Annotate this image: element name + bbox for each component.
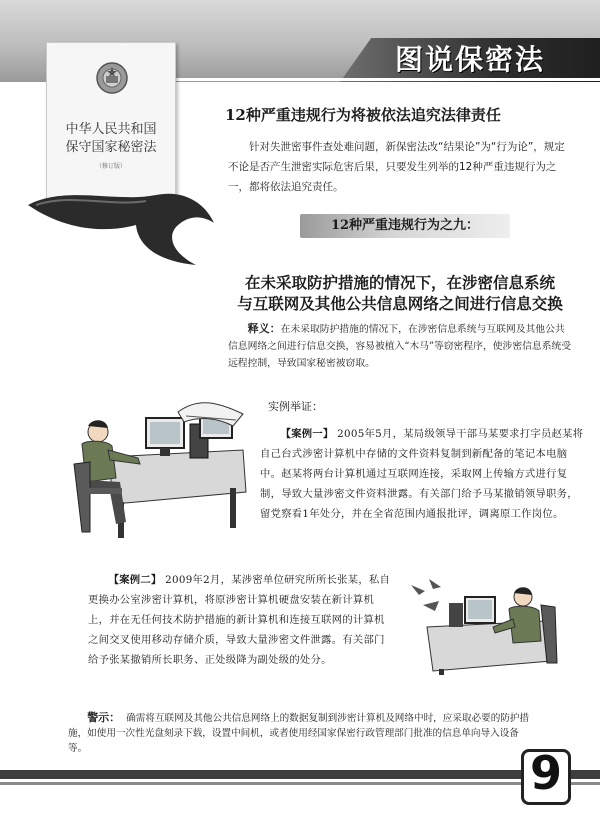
ribbon-decoration — [26, 175, 216, 267]
book-title — [47, 121, 175, 157]
case-1 — [260, 424, 585, 524]
rule-headline-line-1: 在未采取防护措施的情况下，在涉密信息系统 — [244, 273, 555, 292]
book-edition: （修订版） — [95, 163, 126, 170]
examples-heading: 实例举证： — [268, 400, 323, 413]
case-2 — [88, 570, 393, 670]
warning-text: 确需将互联网及其他公共信息网络上的数据复制到涉密计算机及网络中时，应采取必要的防护措施，如使用一次性光盘刻录下载，设置中间机，或者使用经国家保密行政管理部门批准的信息单向导入设备等。 — [68, 713, 530, 754]
illustration-worker-computer — [68, 392, 248, 542]
case-1-label: 【案例一】 — [280, 428, 334, 440]
illustration-researcher-computer — [405, 575, 570, 675]
main-title: 12种严重违规行为将被依法追究法律责任 — [225, 106, 501, 124]
page-number: 9 — [529, 746, 562, 800]
case-1-text: 2005年5月，某局级领导干部马某要求打字员赵某将自己台式涉密计算机中存储的文件资料复制到新配备的笔记本电脑中。赵某将两台计算机通过互联网连接，采取网上传输方式进行复制，导致大量涉密文件资料泄露。有关部门给予马某撤销领导职务，留党察看1年处分，并在全省范围内通报批评，调离原工作岗位。 — [260, 428, 584, 520]
rule-banner-label: 12种严重违规行为之九： — [330, 218, 480, 233]
header-divider — [160, 78, 600, 81]
footer-rule — [0, 782, 600, 785]
explanation — [228, 320, 573, 372]
column-title: 图说保密法 — [394, 43, 545, 76]
book-title-line-2: 保守国家秘密法 — [65, 140, 157, 155]
intro-paragraph: 针对失泄密事件查处难问题，新保密法改“结果论”为“行为论”，规定不论是否产生泄密实际危害后果，只要发生列举的12种严重违规行为之一，都将依法追究责任。 — [228, 141, 565, 193]
rule-banner — [300, 214, 510, 238]
explanation-label: 释义： — [247, 322, 281, 335]
book-title-line-1: 中华人民共和国 — [65, 122, 157, 137]
footer-band — [0, 770, 600, 779]
warning-note — [68, 710, 538, 756]
national-emblem-icon — [95, 61, 129, 95]
warning-label: 警示： — [87, 711, 121, 724]
rule-headline-line-2: 与互联网及其他公共信息网络之间进行信息交换 — [237, 294, 563, 313]
rule-headline — [225, 272, 575, 314]
explanation-text: 在未采取防护措施的情况下，在涉密信息系统与互联网及其他公共信息网络之间进行信息交换，容易被植入“木马”等窃密程序，使涉密信息系统受远程控制，导致国家秘密被窃取。 — [228, 324, 572, 369]
case-2-text: 2009年2月，某涉密单位研究所所长张某，私自更换办公室涉密计算机，将原涉密计算机硬盘安装在新计算机上，并在无任何技术防护措施的新计算机和连接互联网的计算机之间交叉使用移动存储介质，导致大量涉密文件泄露。有关部门给予张某撤销所长职务、正处级降为副处级的处分。 — [88, 574, 391, 666]
case-2-label: 【案例二】 — [108, 574, 162, 586]
